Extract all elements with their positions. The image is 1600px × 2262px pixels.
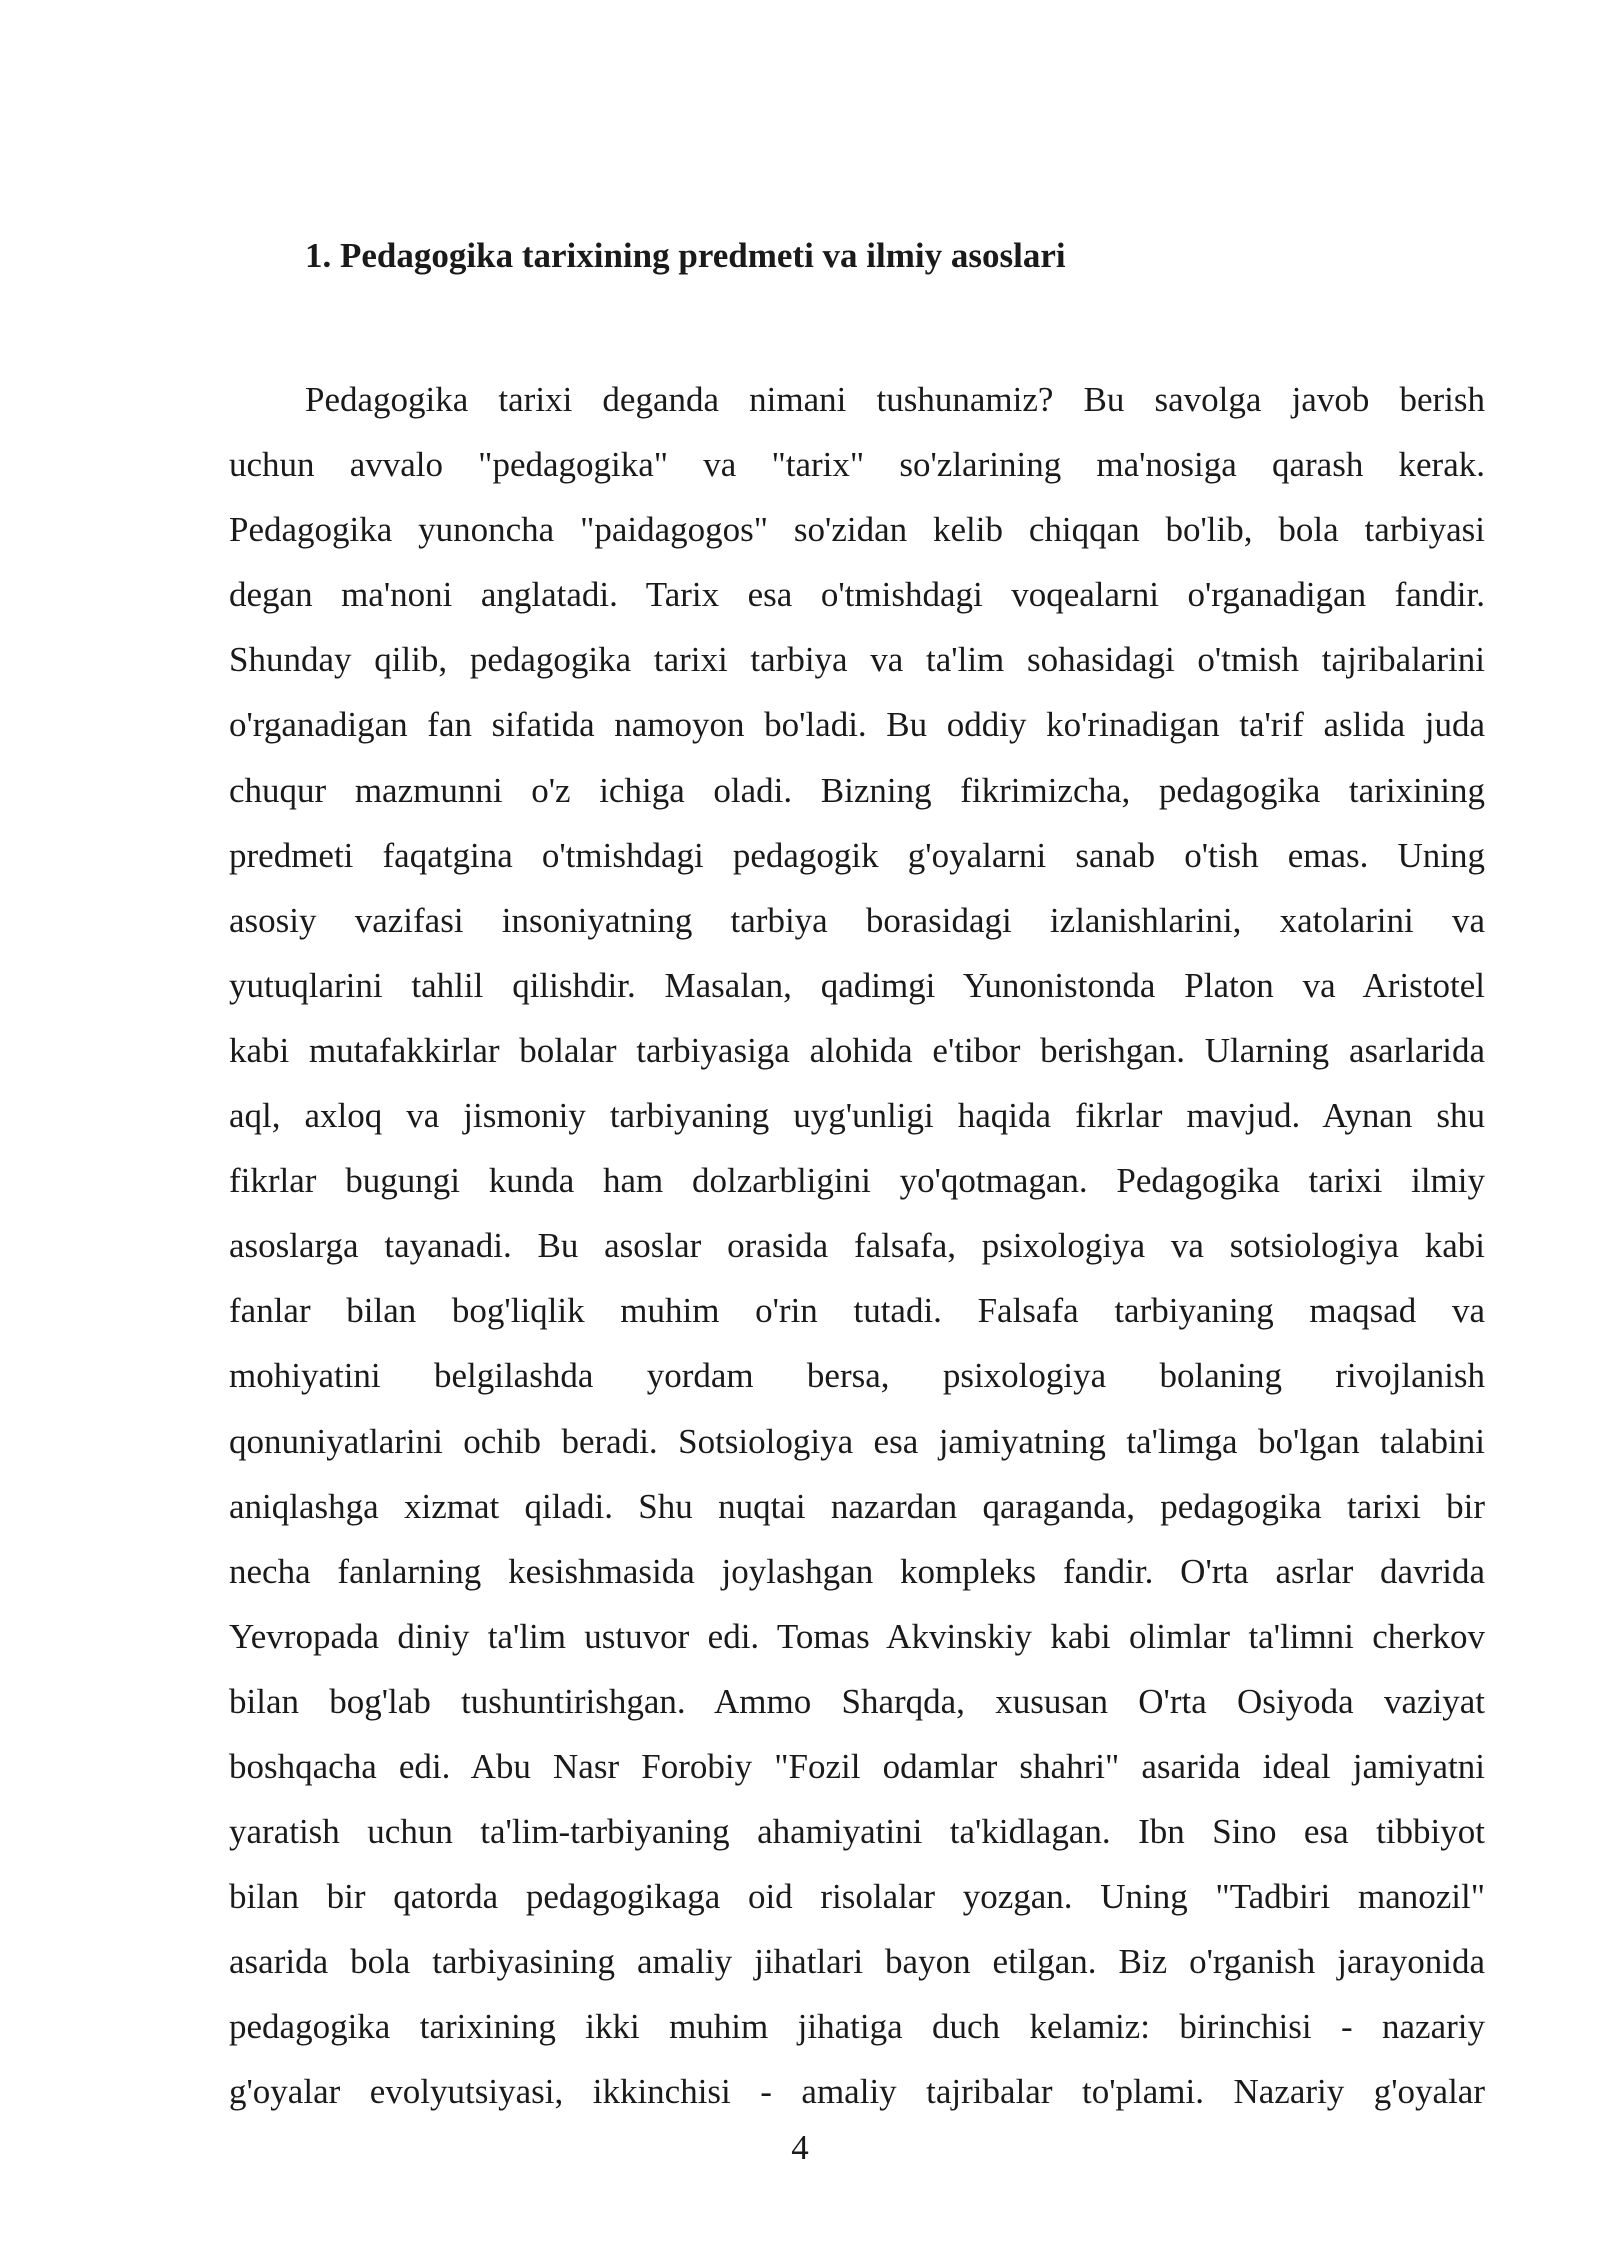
- section-heading: 1. Pedagogika tarixining predmeti va ilmiy asoslari: [305, 236, 1066, 275]
- paragraph-line: asoslarga tayanadi. Bu asoslar orasida falsafa, psixologiya va sotsiologiya kabi: [229, 1226, 1485, 1266]
- paragraph-line: asosiy vazifasi insoniyatning tarbiya borasidagi izlanishlarini, xatolarini va: [229, 900, 1485, 940]
- paragraph-line: mohiyatini belgilashda yordam bersa, psixologiya bolaning rivojlanish: [229, 1356, 1485, 1396]
- page-number: 4: [791, 2128, 809, 2167]
- paragraph-line: fanlar bilan bog'liqlik muhim o'rin tutadi. Falsafa tarbiyaning maqsad va: [229, 1291, 1485, 1331]
- paragraph-line: necha fanlarning kesishmasida joylashgan kompleks fandir. O'rta asrlar davrida: [229, 1551, 1485, 1591]
- paragraph-line: Shunday qilib, pedagogika tarixi tarbiya va ta'lim sohasidagi o'tmish tajribalarini: [229, 640, 1485, 680]
- paragraph-line: yutuqlarini tahlil qilishdir. Masalan, qadimgi Yunonistonda Platon va Aristotel: [229, 965, 1485, 1005]
- paragraph-line: g'oyalar evolyutsiyasi, ikkinchisi - amaliy tajribalar to'plami. Nazariy g'oyalar: [229, 2072, 1485, 2112]
- paragraph-line: yaratish uchun ta'lim-tarbiyaning ahamiyatini ta'kidlagan. Ibn Sino esa tibbiyot: [229, 1812, 1485, 1852]
- paragraph-line: aql, axloq va jismoniy tarbiyaning uyg'unligi haqida fikrlar mavjud. Aynan shu: [229, 1096, 1485, 1136]
- body-paragraph: [229, 367, 1485, 2125]
- paragraph-line: pedagogika tarixining ikki muhim jihatiga duch kelamiz: birinchisi - nazariy: [229, 2007, 1485, 2047]
- paragraph-line: bilan bog'lab tushuntirishgan. Ammo Sharqda, xususan O'rta Osiyoda vaziyat: [229, 1681, 1485, 1721]
- paragraph-line: boshqacha edi. Abu Nasr Forobiy "Fozil odamlar shahri" asarida ideal jamiyatni: [229, 1746, 1485, 1786]
- paragraph-line: uchun avvalo "pedagogika" va "tarix" so'zlarining ma'nosiga qarash kerak.: [229, 445, 1485, 485]
- paragraph-line: asarida bola tarbiyasining amaliy jihatlari bayon etilgan. Biz o'rganish jarayonida: [229, 1942, 1485, 1982]
- paragraph-line: aniqlashga xizmat qiladi. Shu nuqtai nazardan qaraganda, pedagogika tarixi bir: [229, 1486, 1485, 1526]
- paragraph-line: qonuniyatlarini ochib beradi. Sotsiologiya esa jamiyatning ta'limga bo'lgan talabini: [229, 1421, 1485, 1461]
- paragraph-line: o'rganadigan fan sifatida namoyon bo'ladi. Bu oddiy ko'rinadigan ta'rif aslida juda: [229, 705, 1485, 745]
- paragraph-line: degan ma'noni anglatadi. Tarix esa o'tmishdagi voqealarni o'rganadigan fandir.: [229, 575, 1485, 615]
- paragraph-line: bilan bir qatorda pedagogikaga oid risolalar yozgan. Uning "Tadbiri manozil": [229, 1877, 1485, 1917]
- paragraph-line: Pedagogika tarixi deganda nimani tushunamiz? Bu savolga javob berish: [305, 380, 1485, 419]
- paragraph-line: chuqur mazmunni o'z ichiga oladi. Bizning fikrimizcha, pedagogika tarixining: [229, 770, 1485, 810]
- paragraph-line: Pedagogika yunoncha "paidagogos" so'zidan kelib chiqqan bo'lib, bola tarbiyasi: [229, 510, 1485, 550]
- paragraph-line: Yevropada diniy ta'lim ustuvor edi. Tomas Akvinskiy kabi olimlar ta'limni cherkov: [229, 1616, 1485, 1656]
- paragraph-line: kabi mutafakkirlar bolalar tarbiyasiga alohida e'tibor berishgan. Ularning asarlarida: [229, 1030, 1485, 1070]
- paragraph-line: predmeti faqatgina o'tmishdagi pedagogik g'oyalarni sanab o'tish emas. Uning: [229, 835, 1485, 875]
- paragraph-line: fikrlar bugungi kunda ham dolzarbligini yo'qotmagan. Pedagogika tarixi ilmiy: [229, 1161, 1485, 1201]
